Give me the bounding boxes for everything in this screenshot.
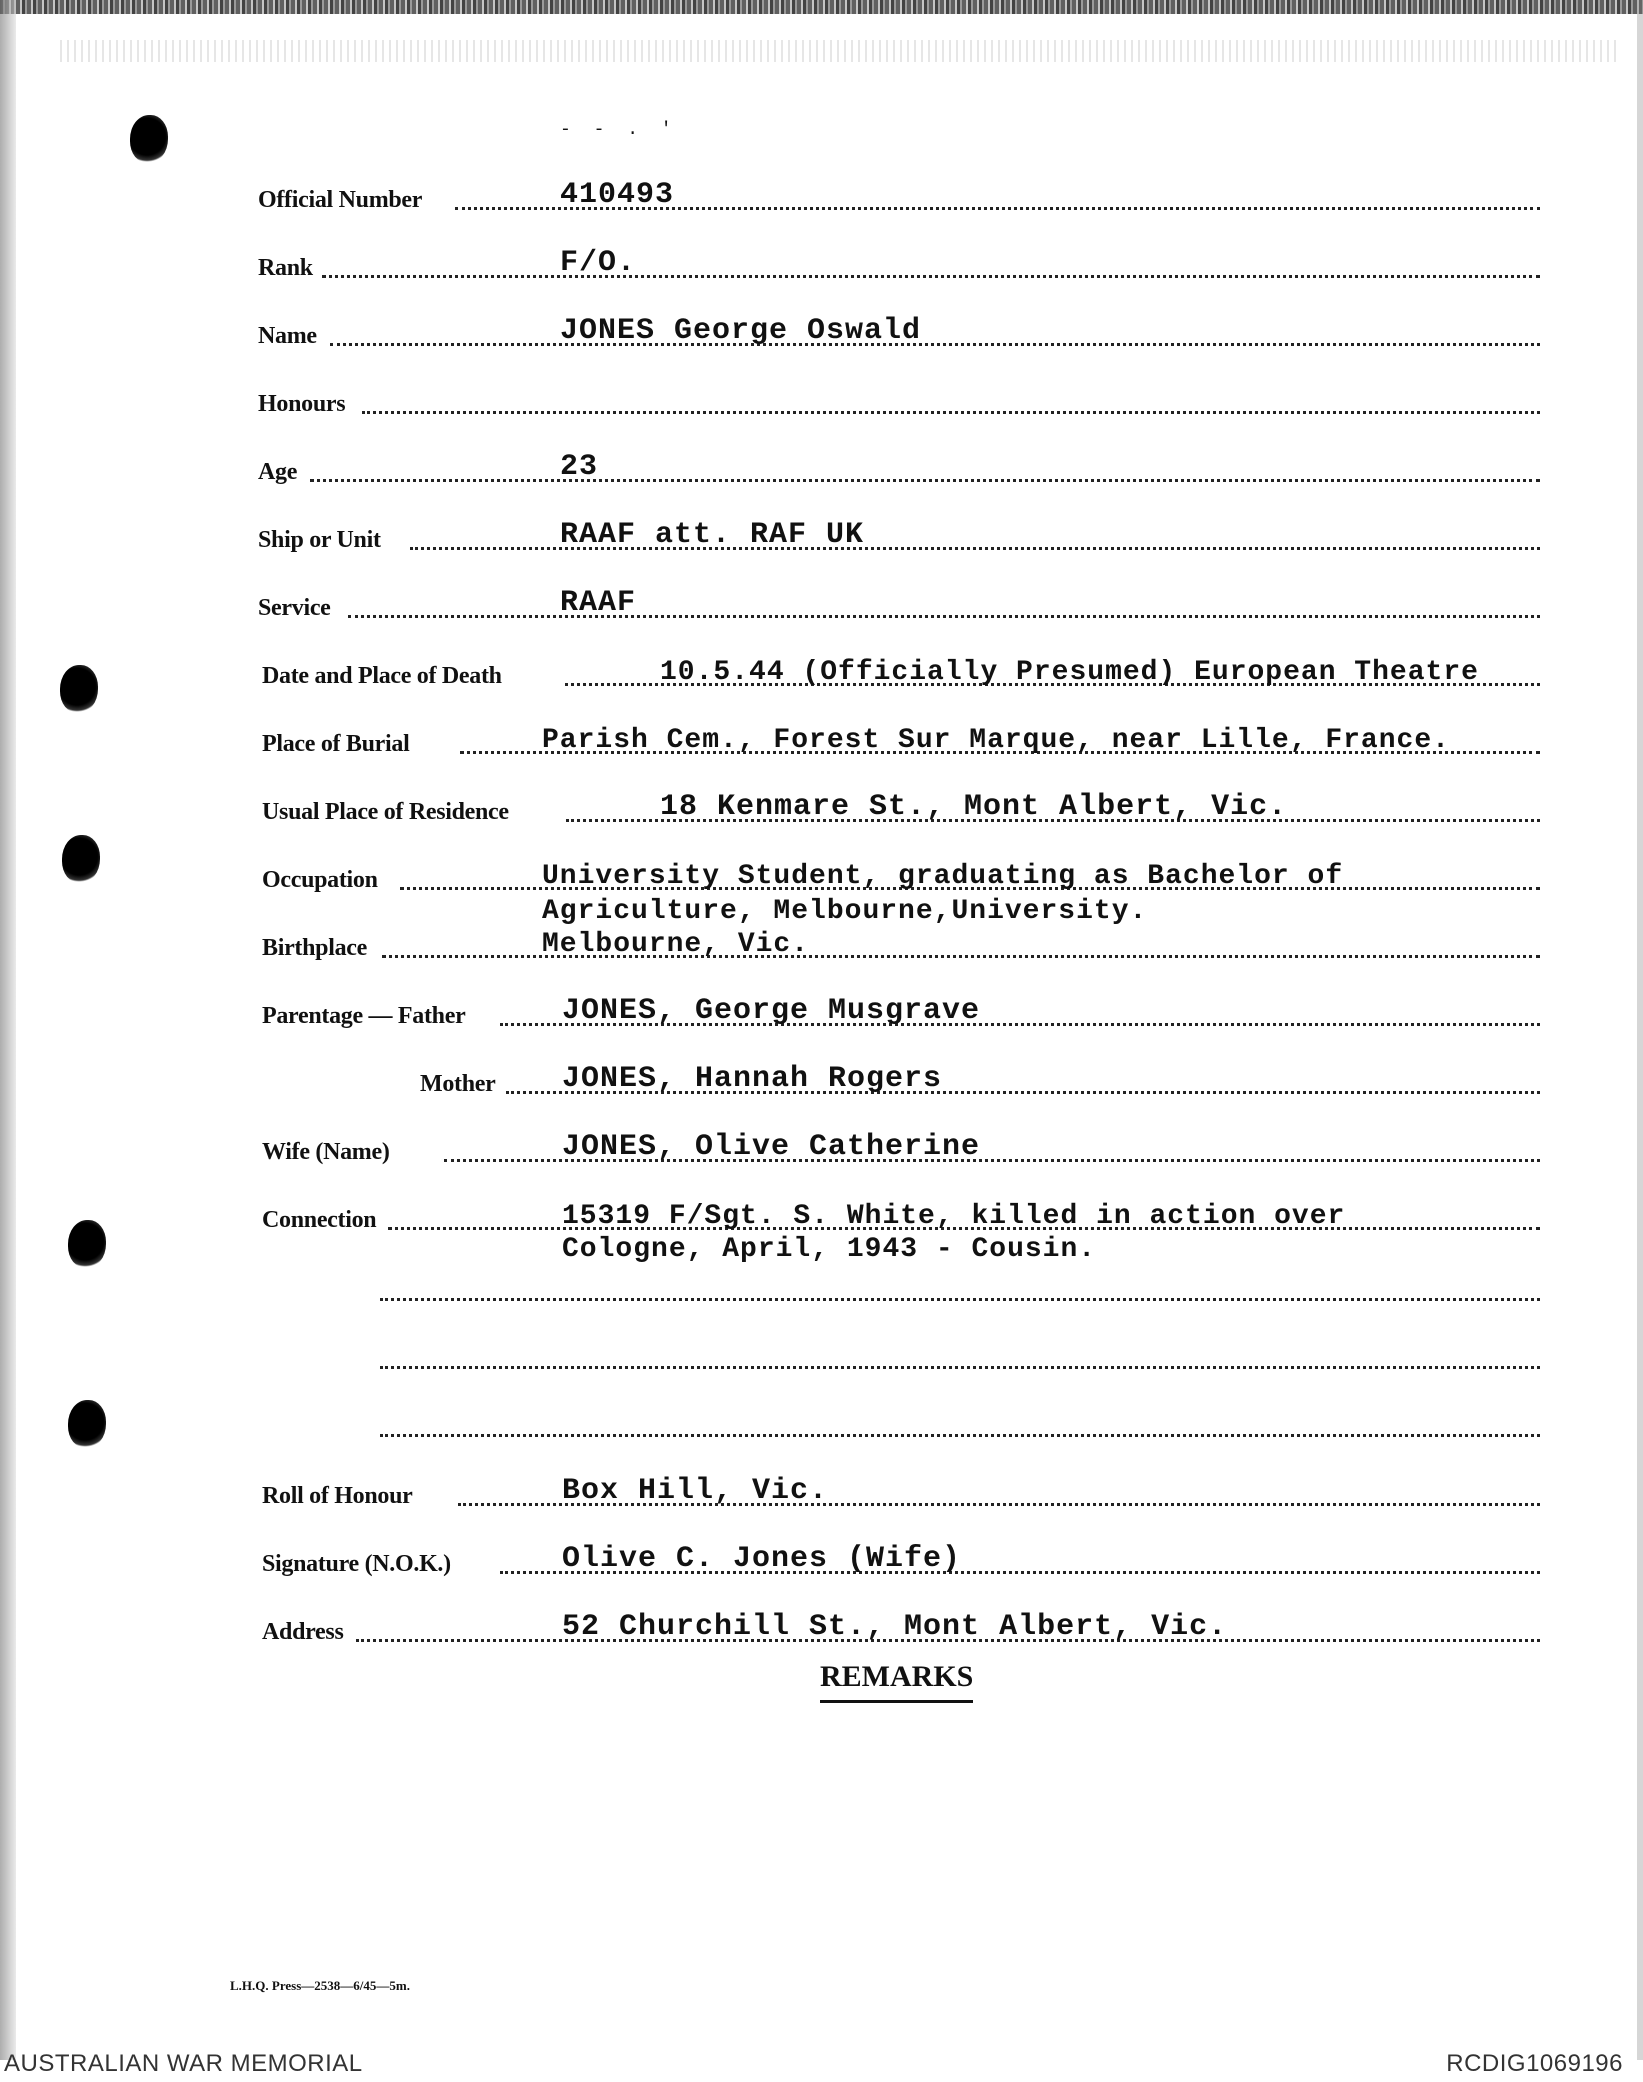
print-code: L.H.Q. Press—2538—6/45—5m.	[230, 1978, 410, 1993]
field-value-continued: Cologne, April, 1943 - Cousin.	[562, 1234, 1097, 1265]
remarks-heading: REMARKS	[820, 1660, 973, 1703]
archive-credit: AUSTRALIAN WAR MEMORIAL	[4, 2050, 363, 2077]
blank-dotted-line	[380, 1298, 1540, 1301]
field-name	[0, 314, 1643, 354]
field-value: JONES George Oswald	[560, 314, 922, 348]
field-value: Melbourne, Vic.	[542, 929, 810, 960]
field-value: JONES, Olive Catherine	[562, 1130, 981, 1164]
field-date-place-death	[0, 654, 1643, 694]
field-label: Official Number	[258, 187, 423, 213]
punch-hole-5	[68, 1400, 106, 1448]
field-ship-or-unit	[0, 518, 1643, 558]
field-value: 18 Kenmare St., Mont Albert, Vic.	[660, 790, 1288, 824]
field-wife	[0, 1130, 1643, 1170]
field-value: Olive C. Jones (Wife)	[562, 1542, 962, 1576]
field-label: Service	[258, 595, 331, 621]
field-label: Usual Place of Residence	[262, 799, 509, 825]
field-value: 52 Churchill St., Mont Albert, Vic.	[562, 1610, 1228, 1644]
field-value: RAAF	[560, 586, 637, 620]
field-value: 23	[560, 450, 599, 484]
header-marks: - - . '	[560, 120, 678, 140]
field-place-of-burial	[0, 722, 1643, 762]
field-honours	[0, 382, 1643, 422]
field-service	[0, 586, 1643, 626]
field-label: Birthplace	[262, 935, 367, 961]
field-value: Box Hill, Vic.	[562, 1474, 829, 1508]
field-occupation	[0, 858, 1643, 898]
field-value: JONES, George Musgrave	[562, 994, 981, 1028]
field-birthplace	[0, 926, 1643, 966]
field-usual-residence	[0, 790, 1643, 830]
field-label: Date and Place of Death	[262, 663, 502, 689]
blank-dotted-line	[380, 1366, 1540, 1369]
dotted-line	[330, 343, 1540, 346]
field-value: F/O.	[560, 246, 637, 280]
field-label: Wife (Name)	[262, 1139, 390, 1165]
field-age	[0, 450, 1643, 490]
field-label: Age	[258, 459, 298, 485]
field-rank	[0, 246, 1643, 286]
dotted-line	[322, 275, 1540, 278]
field-father	[0, 994, 1643, 1034]
dotted-line	[310, 479, 1540, 482]
field-connection	[0, 1198, 1643, 1238]
field-label: Name	[258, 323, 317, 349]
scan-noise	[60, 40, 1620, 62]
field-label: Roll of Honour	[262, 1483, 413, 1509]
field-label: Parentage — Father	[262, 1003, 466, 1029]
field-value: University Student, graduating as Bachelor of	[542, 861, 1344, 892]
field-value-continued: Agriculture, Melbourne,University.	[542, 896, 1148, 927]
field-signature	[0, 1542, 1643, 1582]
field-label: Signature (N.O.K.)	[262, 1551, 451, 1577]
field-roll-of-honour	[0, 1474, 1643, 1514]
field-label: Rank	[258, 255, 313, 281]
dotted-line	[348, 615, 1540, 618]
scan-edge-top	[0, 0, 1643, 14]
field-value: Parish Cem., Forest Sur Marque, near Lille, France.	[542, 725, 1450, 756]
field-value: 15319 F/Sgt. S. White, killed in action over	[562, 1201, 1346, 1232]
field-value: RAAF att. RAF UK	[560, 518, 865, 552]
field-value: JONES, Hannah Rogers	[562, 1062, 943, 1096]
archive-id: RCDIG1069196	[1446, 2050, 1623, 2077]
field-value: 10.5.44 (Officially Presumed) European Theatre	[660, 657, 1479, 688]
field-label: Mother	[420, 1071, 496, 1097]
field-label: Place of Burial	[262, 731, 410, 757]
field-mother	[0, 1062, 1643, 1102]
field-label: Honours	[258, 391, 346, 417]
field-label: Connection	[262, 1207, 377, 1233]
field-label: Address	[262, 1619, 344, 1645]
field-label: Ship or Unit	[258, 527, 381, 553]
punch-hole-1	[130, 115, 168, 163]
field-address	[0, 1610, 1643, 1650]
dotted-line	[362, 411, 1540, 414]
field-label: Occupation	[262, 867, 378, 893]
field-value: 410493	[560, 178, 675, 212]
field-official-number	[0, 178, 1643, 218]
blank-dotted-line	[380, 1434, 1540, 1437]
